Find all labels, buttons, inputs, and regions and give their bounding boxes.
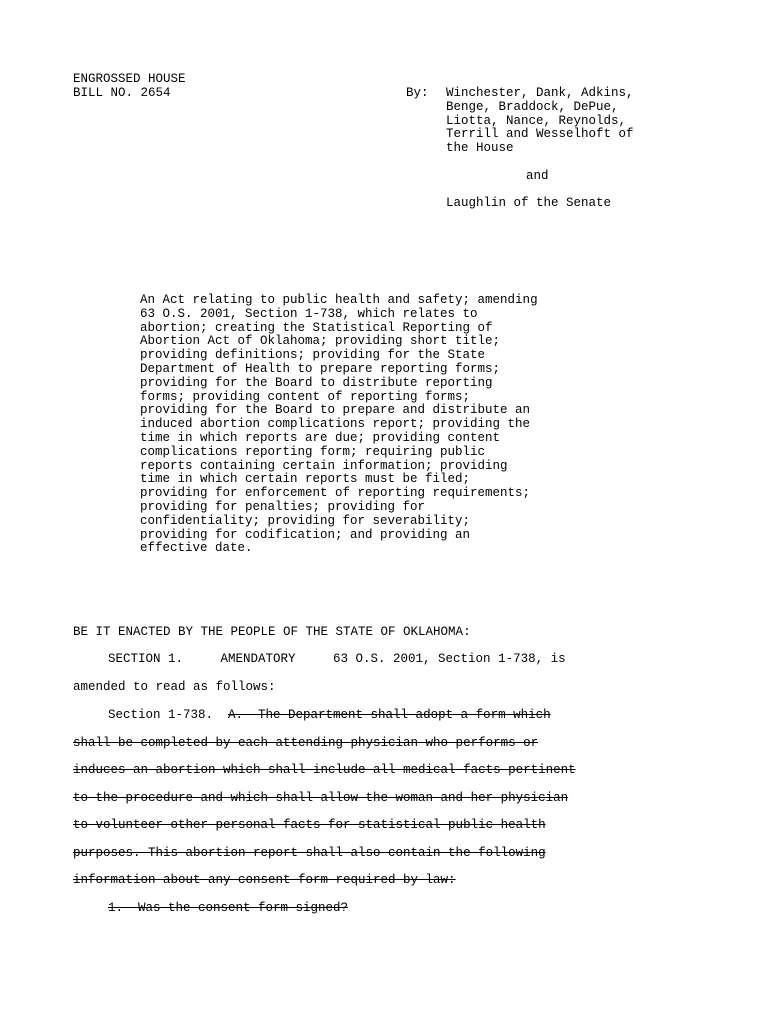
- struck-line: information about any consent form required by law:: [73, 873, 456, 887]
- struck-line: to volunteer other personal facts for statistical public health: [73, 818, 546, 832]
- enacting-clause: BE IT ENACTED BY THE PEOPLE OF THE STATE OF OKLAHOMA:: [73, 625, 471, 639]
- struck-line: induces an abortion which shall include all medical facts pertinent: [73, 763, 576, 777]
- engrossed-house-label: ENGROSSED HOUSE: [73, 72, 186, 86]
- senate-sponsor: Laughlin of the Senate: [446, 196, 612, 210]
- section-heading: SECTION 1. AMENDATORY 63 O.S. 2001, Section 1-738, is: [108, 652, 566, 666]
- by-label: By:: [406, 86, 429, 100]
- struck-text: A. The Department shall adopt a form which: [228, 708, 551, 722]
- struck-line: to the procedure and which shall allow the woman and her physician: [73, 791, 569, 805]
- bill-number: BILL NO. 2654: [73, 85, 171, 100]
- struck-line: purposes. This abortion report shall also contain the following: [73, 846, 546, 860]
- struck-line: shall be completed by each attending physician who performs or: [73, 736, 539, 750]
- struck-list-item: 1. Was the consent form signed?: [108, 901, 349, 915]
- house-sponsors: Winchester, Dank, Adkins, Benge, Braddock, DePue, Liotta, Nance, Reynolds, Terrill and Wesselhoft of the House: [446, 86, 634, 156]
- bill-title: An Act relating to public health and safety; amending 63 O.S. 2001, Section 1-738, which relates to abortion; creating the Statistical Reporting of Abortion Act of Oklahoma; providing short title; providing definitions; providing for the State Department of Health to prepare reporting forms; providing for the Board to distribute reporting forms; providing content of reporting forms; providing for the Board to prepare and distribute an induced abortion complications report; providing the time in which reports are due; providing content complications reporting form; requiring public reports containing certain information; providing time in which certain reports must be filed; providing for enforcement of reporting requirements; providing for penalties; providing for confidentiality; providing for severability; providing for codification; and providing an effective date.: [140, 293, 538, 556]
- bill-number-header: [73, 73, 186, 101]
- section-text-first-line: [108, 709, 551, 723]
- section-label: Section 1-738.: [108, 708, 229, 722]
- and-connector: and: [526, 169, 549, 183]
- section-continuation: amended to read as follows:: [73, 680, 276, 694]
